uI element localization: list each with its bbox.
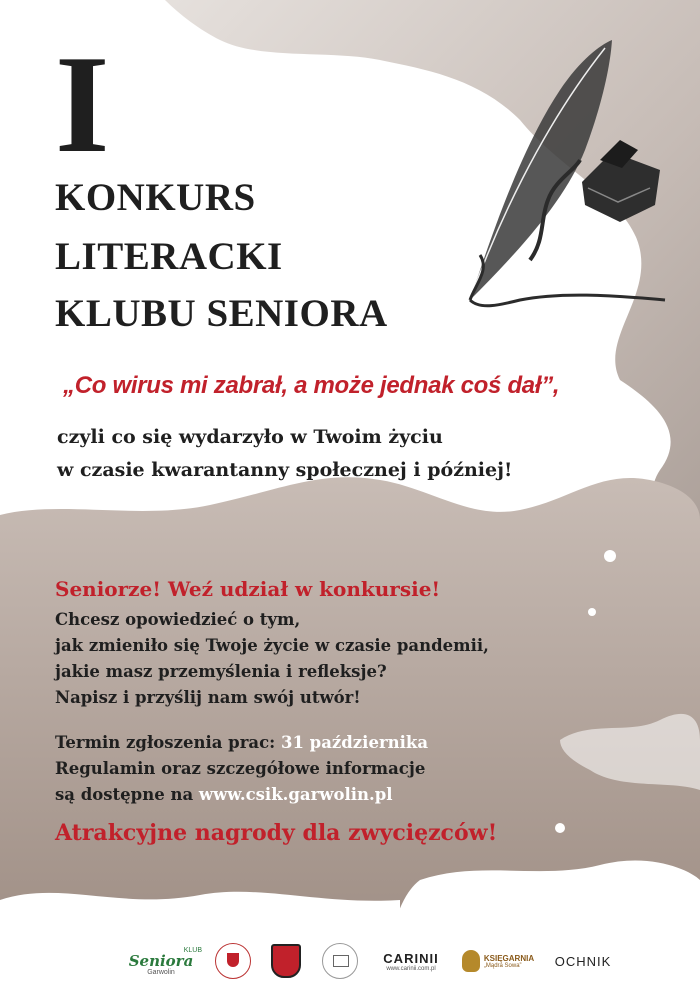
ochnik-logo: OCHNIK	[554, 953, 612, 969]
website-line	[55, 783, 393, 807]
deadline-line	[55, 731, 428, 755]
carinii-logo: CARINII www.carinii.com.pl	[383, 950, 439, 972]
contest-quote: „Co wirus mi zabrał, a może jednak coś dał”,	[63, 372, 560, 399]
rules-line: Regulamin oraz szczegółowe informacje	[55, 759, 426, 778]
deadline-label: Termin zgłoszenia prac:	[55, 733, 281, 752]
call-to-action: Seniorze! Weź udział w konkursie!	[55, 577, 441, 601]
body-line-4: Napisz i przyślij nam swój utwór!	[55, 688, 361, 707]
title-line-2: LITERACKI	[55, 235, 283, 278]
edition-numeral: I	[55, 27, 110, 182]
coat-of-arms-logo	[268, 938, 304, 984]
website-link[interactable]: www.csik.garwolin.pl	[198, 785, 393, 804]
klub-seniora-logo: KLUB Seniora Garwolin	[128, 946, 202, 976]
prizes-banner: Atrakcyjne nagrody dla zwycięzców!	[55, 820, 498, 846]
body-line-2: jak zmieniło się Twoje życie w czasie pandemii,	[55, 636, 489, 655]
owl-icon	[462, 950, 480, 972]
title-line-1: KONKURS	[55, 176, 256, 219]
garwolin-crest-logo	[214, 938, 252, 984]
website-prefix: są dostępne na	[55, 785, 199, 804]
subtitle-line-2: w czasie kwarantanny społecznej i później!	[57, 459, 513, 481]
library-seal-logo	[320, 938, 360, 984]
sponsor-logos	[0, 938, 700, 984]
ksiegarnia-logo: KSIĘGARNIA „Mądra Sowa”	[456, 938, 540, 984]
title-line-3: KLUBU SENIORA	[55, 292, 388, 335]
body-line-3: jakie masz przemyślenia i refleksje?	[55, 662, 387, 681]
body-line-1: Chcesz opowiedzieć o tym,	[55, 610, 301, 629]
subtitle-line-1: czyli co się wydarzyło w Twoim życiu	[57, 426, 443, 448]
deadline-date: 31 października	[280, 733, 429, 752]
